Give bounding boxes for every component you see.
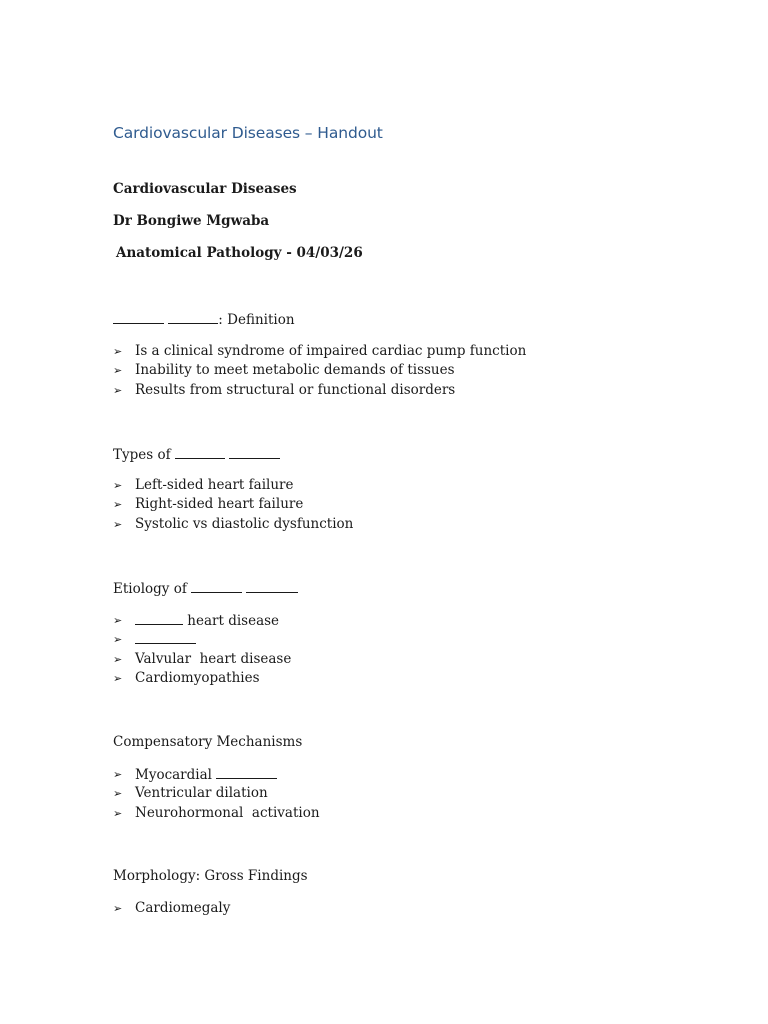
list-item: ➢ Myocardial (113, 765, 320, 784)
arrow-bullet-icon: ➢ (113, 652, 123, 666)
definition-heading (113, 310, 295, 328)
arrow-bullet-icon: ➢ (113, 902, 123, 915)
list-item: ➢ Inability to meet metabolic demands of tissues (113, 362, 455, 379)
fill-in-blank (113, 310, 164, 324)
list-item: ➢ Right-sided heart failure (113, 496, 304, 513)
list-item: ➢ Cardiomyopathies (113, 669, 260, 686)
arrow-bullet-icon: ➢ (113, 787, 123, 801)
arrow-bullet-icon: ➢ (113, 479, 123, 492)
arrow-bullet-icon: ➢ (113, 614, 123, 627)
arrow-bullet-icon: ➢ (113, 768, 123, 781)
definition-list (113, 342, 526, 400)
etiology-list (113, 611, 291, 688)
definition-heading-label: : Definition (218, 311, 295, 328)
fill-in-blank (135, 611, 183, 625)
types-heading (113, 445, 280, 463)
department-date-line: Anatomical Pathology - 04/03/26 (116, 245, 363, 261)
list-item: ➢ Results from structural or functional disorders (113, 381, 456, 398)
list-item: ➢ Ventricular dilation (113, 785, 268, 802)
list-item: ➢ Is a clinical syndrome of impaired cardiac pump function (113, 343, 527, 359)
arrow-bullet-icon: ➢ (113, 383, 123, 397)
types-list (113, 476, 353, 534)
arrow-bullet-icon: ➢ (113, 517, 123, 531)
list-item: ➢ Left-sided heart failure (113, 477, 294, 493)
fill-in-blank (191, 579, 242, 593)
arrow-bullet-icon: ➢ (113, 345, 123, 358)
compensatory-list (113, 765, 320, 823)
fill-in-blank (175, 445, 225, 459)
list-item (113, 630, 291, 649)
author-line: Dr Bongiwe Mgwaba (113, 213, 270, 229)
morphology-heading: Morphology: Gross Findings (113, 868, 308, 884)
morphology-list (113, 899, 230, 918)
topic-line: Cardiovascular Diseases (113, 181, 297, 197)
list-item: ➢ heart disease (113, 612, 280, 629)
arrow-bullet-icon: ➢ (113, 806, 123, 820)
arrow-bullet-icon: ➢ (113, 498, 123, 512)
list-item: ➢ Cardiomegaly (113, 900, 231, 916)
etiology-heading (113, 579, 298, 597)
arrow-bullet-icon: ➢ (113, 364, 123, 378)
list-item: ➢ Valvular heart disease (113, 650, 292, 667)
types-heading-label: Types of (113, 446, 171, 463)
compensatory-heading: Compensatory Mechanisms (113, 734, 303, 750)
etiology-heading-label: Etiology of (113, 580, 187, 597)
list-item: ➢ Neurohormonal activation (113, 804, 320, 821)
arrow-bullet-icon: ➢ (113, 633, 123, 647)
fill-in-blank (229, 445, 280, 459)
arrow-bullet-icon: ➢ (113, 671, 123, 685)
fill-in-blank (168, 310, 218, 324)
fill-in-blank (216, 765, 277, 779)
fill-in-blank (246, 579, 298, 593)
document-title: Cardiovascular Diseases – Handout (113, 124, 383, 142)
fill-in-blank (135, 630, 196, 644)
list-item: ➢ Systolic vs diastolic dysfunction (113, 515, 354, 532)
